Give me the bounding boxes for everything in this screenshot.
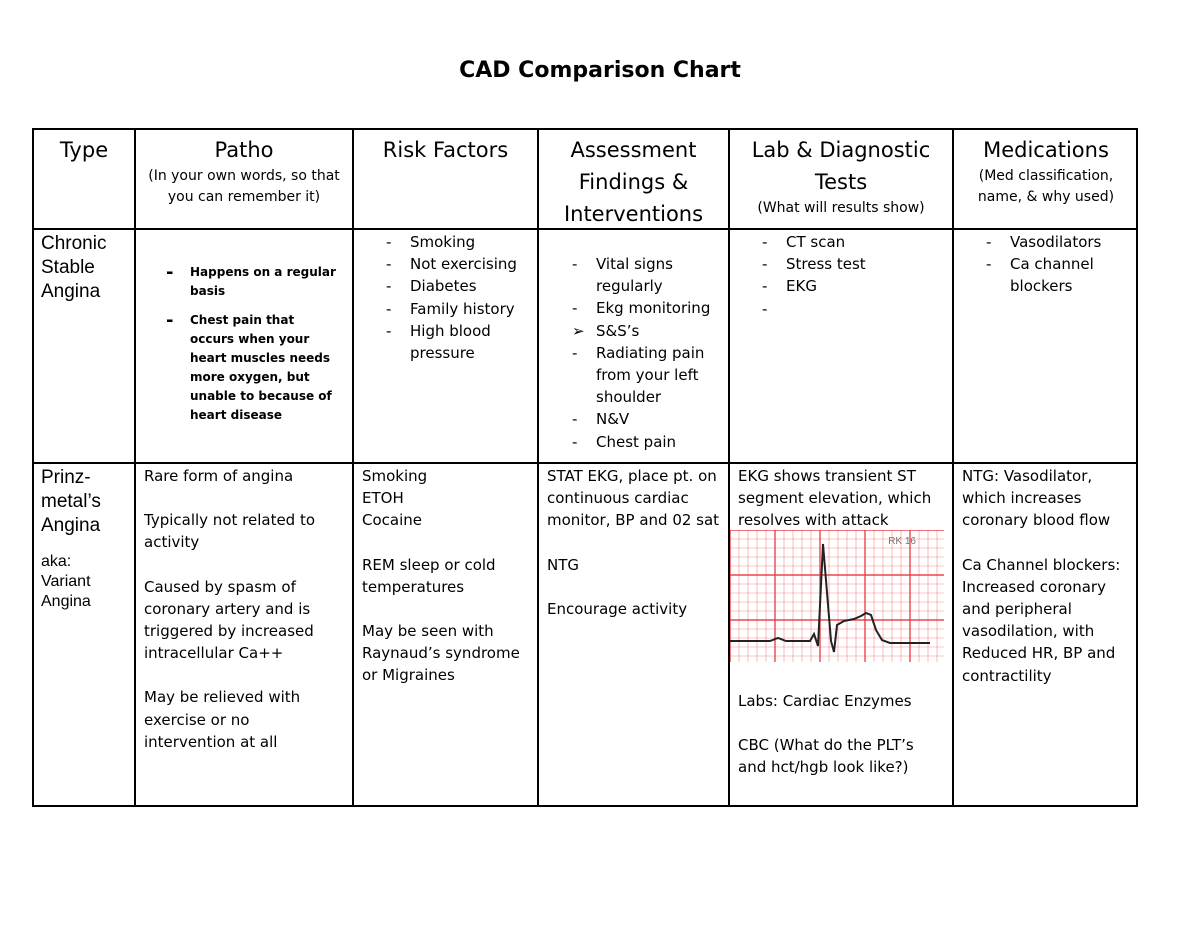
- list-item: - Ca channel blockers: [986, 255, 1094, 296]
- paragraph: Smoking ETOH Cocaine: [362, 467, 428, 530]
- risk-factors-prinzmetal: [354, 464, 537, 805]
- header-patho-subtitle: (In your own words, so that you can remember it): [148, 168, 340, 205]
- paragraph: May be seen with Raynaud’s syndrome or Migraines: [362, 622, 520, 685]
- list-item: - Happens on a regular basis: [166, 262, 336, 298]
- header-lab-subtitle: (What will results show): [757, 200, 925, 216]
- paragraph: NTG: [547, 555, 580, 574]
- header-type: Type: [59, 138, 109, 162]
- list-item: - Vital signs regularly: [572, 255, 673, 296]
- patho-prinzmetal: [136, 464, 352, 805]
- list-item: - Vasodilators: [986, 233, 1102, 251]
- list-item: - Chest pain that occurs when your heart muscles needs more oxygen, but unable to because of heart disease: [166, 310, 332, 422]
- document-title: CAD Comparison Chart: [459, 58, 741, 83]
- arrow-bullet-icon: ➢: [572, 321, 585, 340]
- list-item: - N&V: [572, 410, 630, 429]
- assessment-prinzmetal: [539, 464, 728, 805]
- paragraph: REM sleep or cold temperatures: [362, 555, 496, 596]
- list-item: - Smoking: [386, 233, 476, 251]
- ekg-finding-text: EKG shows transient ST segment elevation, which resolves with attack: [738, 467, 932, 530]
- patho-chronic: [136, 230, 352, 462]
- list-item: - Not exercising: [386, 255, 517, 274]
- paragraph: CBC (What do the PLT’s and hct/hgb look like?): [738, 735, 914, 777]
- header-patho: Patho (In your own words, so that you can remember it): [136, 130, 352, 228]
- comparison-table: [32, 128, 1138, 807]
- risk-factors-chronic: [354, 230, 537, 462]
- list-item: - Diabetes: [386, 277, 477, 296]
- medications-prinzmetal: [954, 464, 1138, 805]
- list-item: - Family history: [386, 299, 515, 318]
- aka-note: aka: Variant Angina: [41, 553, 91, 610]
- medications-chronic: [954, 230, 1138, 462]
- paragraph: May be relieved with exercise or no intervention at all: [144, 688, 301, 751]
- type-chronic-stable-angina: Chronic Stable Angina: [41, 233, 107, 302]
- paragraph: Ca Channel blockers: Increased coronary and peripheral vasodilation, with Reduced HR, BP and contractility: [962, 555, 1121, 685]
- type-prinzmetal-angina: Prinz-metal’s Angina aka: Variant Angina: [34, 464, 134, 805]
- ekg-strip-image: [730, 530, 944, 662]
- paragraph: Rare form of angina: [144, 467, 294, 485]
- header-risk-factors: Risk Factors: [382, 138, 509, 162]
- paragraph: Caused by spasm of coronary artery and is triggered by increased intracellular Ca++: [144, 577, 314, 663]
- paragraph: Typically not related to activity: [144, 511, 316, 552]
- list-item: ➢ S&S’s: [570, 320, 720, 342]
- list-item: - CT scan: [762, 233, 846, 251]
- ekg-label: RK 16: [888, 535, 916, 547]
- assessment-chronic: [539, 230, 728, 462]
- header-medications: Medications (Med classification, name, & why used): [954, 130, 1138, 228]
- paragraph: Encourage activity: [547, 599, 688, 618]
- list-item: - Ekg monitoring: [572, 299, 711, 318]
- paragraph: Labs: Cardiac Enzymes: [738, 691, 912, 710]
- labs-prinzmetal: [730, 464, 952, 805]
- header-assessment: Assessment Findings & Interventions: [563, 138, 704, 226]
- list-item: - Chest pain: [572, 432, 677, 451]
- header-medications-subtitle: (Med classification, name, & why used): [977, 168, 1115, 205]
- ekg-trace: [730, 544, 930, 652]
- list-item: - High blood pressure: [386, 321, 491, 363]
- list-item: - Stress test: [762, 255, 866, 274]
- paragraph: STAT EKG, place pt. on continuous cardiac monitor, BP and 02 sat: [547, 467, 720, 530]
- labs-chronic: - CT scan - Stress test - EKG -: [730, 230, 952, 462]
- header-lab-diagnostic: Lab & Diagnostic Tests (What will results show): [730, 130, 952, 228]
- paragraph: NTG: Vasodilator, which increases coronary blood flow: [962, 467, 1111, 530]
- list-item: - Radiating pain from your left shoulder: [572, 343, 705, 407]
- list-item: - EKG: [762, 277, 817, 296]
